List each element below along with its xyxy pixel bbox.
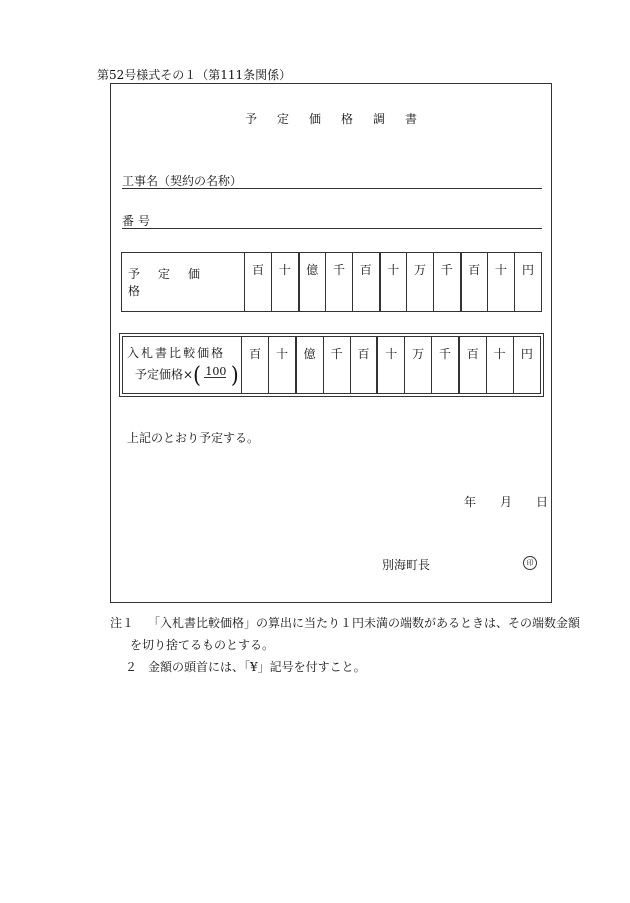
compare-formula <box>127 363 241 387</box>
statement-text: 上記のとおり予定する。 <box>127 431 260 445</box>
digit-cell-en: 円 <box>515 253 542 312</box>
digit-cell-juu-man: 十 <box>377 337 404 394</box>
fraction-numerator: 100 <box>205 365 227 378</box>
digit-cell-hyaku-oku: 百 <box>242 337 269 394</box>
title-char: 価 <box>308 112 321 126</box>
compare-price-table <box>122 336 541 394</box>
title-char: 定 <box>276 112 289 126</box>
paren-left: ( <box>193 361 201 389</box>
planned-price-label <box>122 253 245 312</box>
digit-cell-sen-man: 千 <box>323 337 350 394</box>
form-reference: 第52号様式その１（第111条関係） <box>97 68 292 82</box>
planned-price-table <box>121 252 542 312</box>
digit-cell-man: 万 <box>405 337 432 394</box>
date-unit-month: 月 <box>499 495 512 509</box>
note-1-continuation: を切り捨てるものとする。 <box>130 638 275 652</box>
seal-mark: 印 <box>523 556 537 570</box>
digit-cell-juu-oku: 十 <box>272 253 299 312</box>
note-1-text: 「入札書比較価格」の算出に当たり１円未満の端数があるときは、その端数金額 <box>148 616 581 630</box>
digit-cell-hyaku-man: 百 <box>350 337 377 394</box>
digit-cell-oku: 億 <box>299 253 326 312</box>
digit-cell-hyaku-man: 百 <box>353 253 380 312</box>
date-unit-year: 年 <box>463 495 476 509</box>
digit-cell-juu-man: 十 <box>380 253 407 312</box>
title-char: 格 <box>340 112 353 126</box>
planned-price-char: 定 <box>158 267 171 281</box>
digit-cell-juu: 十 <box>486 337 513 394</box>
formula-prefix: 予定価格× <box>135 367 194 382</box>
digit-cell-sen: 千 <box>434 253 461 312</box>
paren-right: ) <box>230 361 239 389</box>
digit-cell-juu-oku: 十 <box>269 337 296 394</box>
planned-price-char: 予 <box>128 267 141 281</box>
date-line <box>452 493 560 510</box>
digit-cell-hyaku: 百 <box>459 337 486 394</box>
note-2-number: ２ <box>125 660 138 674</box>
digit-cell-juu: 十 <box>488 253 515 312</box>
date-unit-day: 日 <box>535 495 548 509</box>
digit-cell-sen-man: 千 <box>326 253 353 312</box>
planned-price-char: 格 <box>128 284 141 298</box>
number-label-char: 番 <box>122 214 135 228</box>
title-char: 書 <box>404 112 417 126</box>
digit-cell-man: 万 <box>407 253 434 312</box>
fraction <box>201 363 231 387</box>
planned-price-char: 価 <box>188 267 201 281</box>
digit-cell-oku: 億 <box>296 337 323 394</box>
document-title <box>110 110 552 127</box>
digit-cell-hyaku-oku: 百 <box>245 253 272 312</box>
mayor-signature-label: 別海町長 <box>382 558 431 572</box>
work-name-label: 工事名（契約の名称） <box>122 174 243 188</box>
compare-label-line: 入 札 書 比 較 価 格 <box>127 346 224 360</box>
digit-cell-sen: 千 <box>432 337 459 394</box>
compare-price-box <box>119 333 544 397</box>
digit-cell-en: 円 <box>513 337 540 394</box>
digit-cell-hyaku: 百 <box>461 253 488 312</box>
work-name-field <box>122 172 542 189</box>
title-char: 調 <box>372 112 385 126</box>
note-2-text: 金額の頭首には、「¥」記号を付すこと。 <box>148 660 366 674</box>
number-field <box>122 212 542 229</box>
note-1-label: 注１ <box>110 616 135 630</box>
compare-price-label <box>123 337 242 394</box>
title-char: 予 <box>244 112 257 126</box>
number-label-char: 号 <box>138 214 151 228</box>
